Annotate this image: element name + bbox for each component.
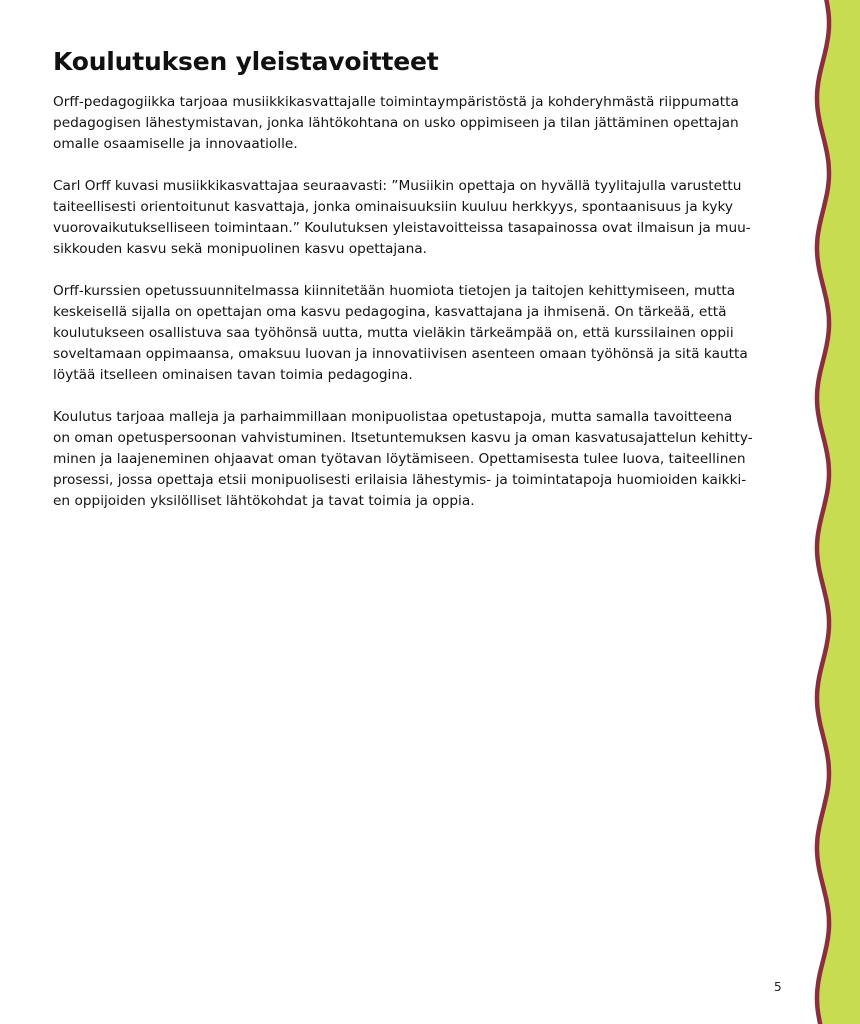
main-content — [53, 44, 783, 533]
paragraph-1: Orff-pedagogiikka tarjoaa musiikkikasvattajalle toimintaympäristöstä ja kohderyhmästä riippumatta pedagogisen lähestymistavan, jonka lähtökohtana on usko oppimiseen ja tilan jättäminen opettajan omalle osaamiselle ja innovaatiolle. — [53, 94, 739, 152]
paragraph-4: Koulutus tarjoaa malleja ja parhaimmillaan monipuolistaa opetustapoja, mutta samalla tavoitteena on oman opetuspersoonan vahvistuminen. Itsetuntemuksen kasvu ja oman kasvatusajattelun kehitty- minen ja laajeneminen ohjaavat oman työtavan löytämiseen. Opettamisesta tulee luova, taiteellinen prosessi, jossa opettaja etsii monipuolisesti erilaisia lähestymis- ja toimintatapoja huomioiden kaikki- en oppijoiden yksilölliset lähtökohdat ja tavat toimia ja oppia. — [53, 409, 753, 509]
page-title: Koulutuksen yleistavoitteet — [53, 47, 439, 76]
paragraph-2: Carl Orff kuvasi musiikkikasvattajaa seuraavasti: ”Musiikin opettaja on hyvällä tyylitajulla varustettu taiteellisesti orientoitunut kasvattaja, jonka ominaisuuksiin kuuluu herkkyys, spontaanisuus ja kyky vuorovaikutukselliseen toimintaan.” Koulutuksen yleistavoitteissa tasapainossa ovat ilmaisun ja muu- sikkouden kasvu sekä monipuolinen kasvu opettajana. — [53, 178, 751, 257]
page-number: 5 — [774, 980, 782, 994]
paragraph-3: Orff-kurssien opetussuunnitelmassa kiinnitetään huomiota tietojen ja taitojen kehittymiseen, mutta keskeisellä sijalla on opettajan oma kasvu pedagogina, kasvattajana ja ihmisenä. On tärkeää, että koulutukseen osallistuva saa työhönsä uutta, mutta vieläkin tärkeämpää on, että kurssilainen oppii soveltamaan oppimaansa, omaksuu luovan ja innovatiivisen asenteen omaan työhönsä ja sitä kautta löytää itselleen ominaisen tavan toimia pedagogina. — [53, 283, 748, 383]
